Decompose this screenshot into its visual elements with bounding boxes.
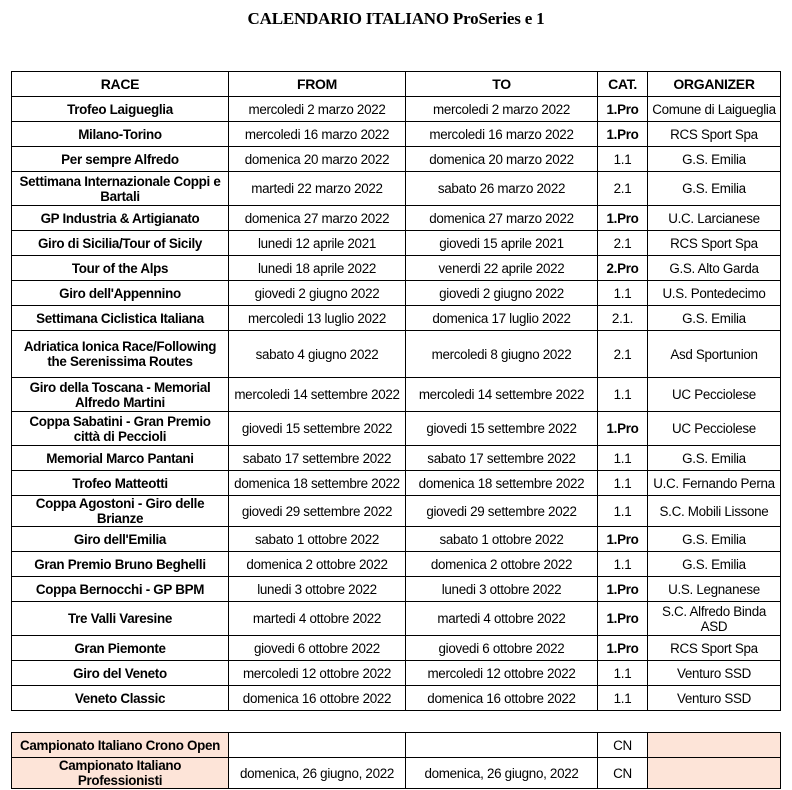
organizer-cell: G.S. Emilia [648, 446, 781, 471]
championship-table [11, 732, 781, 789]
organizer-cell: RCS Sport Spa [648, 636, 781, 661]
from-date-cell: mercoledi 2 marzo 2022 [229, 97, 406, 122]
category-cell: CN [598, 733, 648, 758]
race-cell: Per sempre Alfredo [12, 147, 229, 172]
category-cell: 1.Pro [598, 122, 648, 147]
table-row [12, 577, 781, 602]
category-cell: 1.Pro [598, 636, 648, 661]
race-cell: Giro dell'Appennino [12, 281, 229, 306]
to-date-cell: mercoledi 8 giugno 2022 [406, 331, 598, 378]
race-cell: Coppa Agostoni - Giro delle Brianze [12, 496, 229, 527]
from-date-cell: domenica 2 ottobre 2022 [229, 552, 406, 577]
to-date-cell: giovedi 6 ottobre 2022 [406, 636, 598, 661]
table-row [12, 552, 781, 577]
table-row [12, 206, 781, 231]
category-cell: 1.1 [598, 471, 648, 496]
to-date-cell: giovedi 2 giugno 2022 [406, 281, 598, 306]
to-date-cell: mercoledi 12 ottobre 2022 [406, 661, 598, 686]
category-cell: 1.1 [598, 378, 648, 412]
to-date-cell: domenica 18 settembre 2022 [406, 471, 598, 496]
category-cell: 1.1 [598, 446, 648, 471]
race-cell: Veneto Classic [12, 686, 229, 711]
race-cell: Coppa Bernocchi - GP BPM [12, 577, 229, 602]
from-date-cell: mercoledi 16 marzo 2022 [229, 122, 406, 147]
category-cell: 2.1 [598, 231, 648, 256]
category-cell: 1.Pro [598, 206, 648, 231]
organizer-cell: G.S. Emilia [648, 306, 781, 331]
to-date-cell: domenica 2 ottobre 2022 [406, 552, 598, 577]
to-date-cell: giovedi 15 settembre 2022 [406, 412, 598, 446]
from-date-cell: giovedi 6 ottobre 2022 [229, 636, 406, 661]
header-organizer: ORGANIZER [648, 72, 781, 97]
category-cell: 1.1 [598, 147, 648, 172]
from-date-cell: domenica 16 ottobre 2022 [229, 686, 406, 711]
category-cell: 1.Pro [598, 412, 648, 446]
from-date-cell [229, 733, 406, 758]
from-date-cell: martedi 22 marzo 2022 [229, 172, 406, 206]
header-cat: CAT. [598, 72, 648, 97]
to-date-cell: giovedi 15 aprile 2021 [406, 231, 598, 256]
organizer-cell: U.S. Legnanese [648, 577, 781, 602]
organizer-cell: RCS Sport Spa [648, 231, 781, 256]
category-cell: 2.1 [598, 331, 648, 378]
table-row [12, 496, 781, 527]
to-date-cell: mercoledi 14 settembre 2022 [406, 378, 598, 412]
from-date-cell: domenica 20 marzo 2022 [229, 147, 406, 172]
table-row [12, 686, 781, 711]
organizer-cell: G.S. Emilia [648, 527, 781, 552]
race-cell: Trofeo Laigueglia [12, 97, 229, 122]
to-date-cell: mercoledi 16 marzo 2022 [406, 122, 598, 147]
race-cell: Trofeo Matteotti [12, 471, 229, 496]
header-to: TO [406, 72, 598, 97]
from-date-cell: giovedi 2 giugno 2022 [229, 281, 406, 306]
championship-row [12, 733, 781, 758]
race-cell: Giro della Toscana - Memorial Alfredo Martini [12, 378, 229, 412]
to-date-cell: giovedi 29 settembre 2022 [406, 496, 598, 527]
race-cell: Campionato Italiano Professionisti [12, 758, 229, 789]
page-title: CALENDARIO ITALIANO ProSeries e 1 [247, 9, 545, 28]
table-row [12, 471, 781, 496]
race-cell: Coppa Sabatini - Gran Premio città di Peccioli [12, 412, 229, 446]
category-cell: 1.1 [598, 496, 648, 527]
header-race: RACE [12, 72, 229, 97]
to-date-cell: sabato 1 ottobre 2022 [406, 527, 598, 552]
race-cell: Settimana Internazionale Coppi e Bartali [12, 172, 229, 206]
race-cell: Gran Premio Bruno Beghelli [12, 552, 229, 577]
table-row [12, 97, 781, 122]
table-row [12, 446, 781, 471]
to-date-cell: mercoledi 2 marzo 2022 [406, 97, 598, 122]
table-row [12, 378, 781, 412]
to-date-cell: lunedi 3 ottobre 2022 [406, 577, 598, 602]
category-cell: 1.1 [598, 661, 648, 686]
category-cell: 2.Pro [598, 256, 648, 281]
from-date-cell: sabato 4 giugno 2022 [229, 331, 406, 378]
category-cell: 2.1 [598, 172, 648, 206]
to-date-cell: sabato 17 settembre 2022 [406, 446, 598, 471]
category-cell: CN [598, 758, 648, 789]
organizer-cell: S.C. Alfredo Binda ASD [648, 602, 781, 636]
table-row [12, 256, 781, 281]
organizer-cell: U.C. Fernando Perna [648, 471, 781, 496]
organizer-cell: RCS Sport Spa [648, 122, 781, 147]
from-date-cell: domenica 18 settembre 2022 [229, 471, 406, 496]
organizer-cell: U.S. Pontedecimo [648, 281, 781, 306]
race-cell: Gran Piemonte [12, 636, 229, 661]
organizer-cell: G.S. Emilia [648, 147, 781, 172]
organizer-cell: Comune di Laigueglia [648, 97, 781, 122]
race-cell: Adriatica Ionica Race/Following the Serenissima Routes [12, 331, 229, 378]
organizer-cell: UC Pecciolese [648, 412, 781, 446]
from-date-cell: domenica 27 marzo 2022 [229, 206, 406, 231]
category-cell: 1.1 [598, 686, 648, 711]
organizer-cell: Venturo SSD [648, 686, 781, 711]
table-row [12, 172, 781, 206]
from-date-cell: lunedi 12 aprile 2021 [229, 231, 406, 256]
to-date-cell: domenica 17 luglio 2022 [406, 306, 598, 331]
to-date-cell [406, 733, 598, 758]
organizer-cell: S.C. Mobili Lissone [648, 496, 781, 527]
table-row [12, 661, 781, 686]
championship-row [12, 758, 781, 789]
organizer-cell: U.C. Larcianese [648, 206, 781, 231]
category-cell: 1.1 [598, 281, 648, 306]
table-row [12, 602, 781, 636]
race-cell: Giro di Sicilia/Tour of Sicily [12, 231, 229, 256]
race-cell: Giro dell'Emilia [12, 527, 229, 552]
organizer-cell [648, 733, 781, 758]
race-cell: Giro del Veneto [12, 661, 229, 686]
from-date-cell: domenica, 26 giugno, 2022 [229, 758, 406, 789]
category-cell: 2.1. [598, 306, 648, 331]
organizer-cell: UC Pecciolese [648, 378, 781, 412]
to-date-cell: venerdi 22 aprile 2022 [406, 256, 598, 281]
to-date-cell: domenica, 26 giugno, 2022 [406, 758, 598, 789]
from-date-cell: giovedi 29 settembre 2022 [229, 496, 406, 527]
table-row [12, 122, 781, 147]
table-row [12, 636, 781, 661]
to-date-cell: domenica 27 marzo 2022 [406, 206, 598, 231]
table-row [12, 527, 781, 552]
race-cell: GP Industria & Artigianato [12, 206, 229, 231]
organizer-cell: G.S. Alto Garda [648, 256, 781, 281]
organizer-cell: G.S. Emilia [648, 552, 781, 577]
table-row [12, 412, 781, 446]
category-cell: 1.Pro [598, 577, 648, 602]
category-cell: 1.Pro [598, 97, 648, 122]
from-date-cell: giovedi 15 settembre 2022 [229, 412, 406, 446]
organizer-cell: G.S. Emilia [648, 172, 781, 206]
organizer-cell [648, 758, 781, 789]
header-from: FROM [229, 72, 406, 97]
category-cell: 1.1 [598, 552, 648, 577]
category-cell: 1.Pro [598, 602, 648, 636]
race-cell: Tre Valli Varesine [12, 602, 229, 636]
category-cell: 1.Pro [598, 527, 648, 552]
table-row [12, 231, 781, 256]
to-date-cell: sabato 26 marzo 2022 [406, 172, 598, 206]
race-cell: Campionato Italiano Crono Open [12, 733, 229, 758]
table-row [12, 306, 781, 331]
race-cell: Tour of the Alps [12, 256, 229, 281]
race-cell: Memorial Marco Pantani [12, 446, 229, 471]
race-calendar-table [11, 71, 781, 711]
table-row [12, 331, 781, 378]
organizer-cell: Asd Sportunion [648, 331, 781, 378]
from-date-cell: mercoledi 14 settembre 2022 [229, 378, 406, 412]
from-date-cell: mercoledi 12 ottobre 2022 [229, 661, 406, 686]
from-date-cell: lunedi 18 aprile 2022 [229, 256, 406, 281]
from-date-cell: sabato 1 ottobre 2022 [229, 527, 406, 552]
to-date-cell: domenica 16 ottobre 2022 [406, 686, 598, 711]
race-cell: Settimana Ciclistica Italiana [12, 306, 229, 331]
organizer-cell: Venturo SSD [648, 661, 781, 686]
table-row [12, 281, 781, 306]
from-date-cell: mercoledi 13 luglio 2022 [229, 306, 406, 331]
header-row [12, 72, 781, 97]
from-date-cell: sabato 17 settembre 2022 [229, 446, 406, 471]
to-date-cell: martedi 4 ottobre 2022 [406, 602, 598, 636]
table-row [12, 147, 781, 172]
race-cell: Milano-Torino [12, 122, 229, 147]
to-date-cell: domenica 20 marzo 2022 [406, 147, 598, 172]
from-date-cell: martedi 4 ottobre 2022 [229, 602, 406, 636]
from-date-cell: lunedi 3 ottobre 2022 [229, 577, 406, 602]
